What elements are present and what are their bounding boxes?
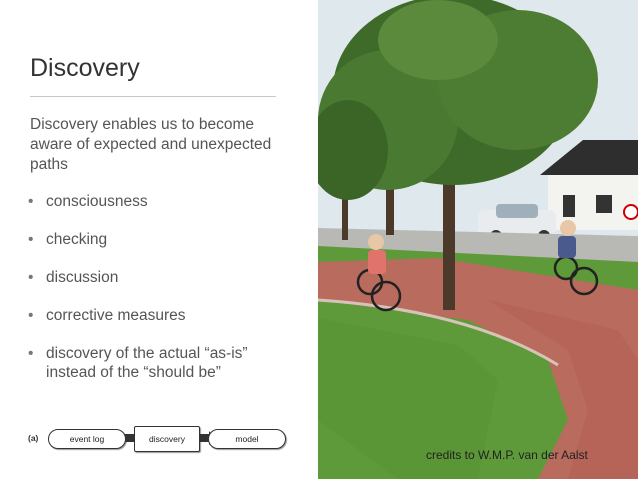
intro-text: Discovery enables us to become aware of expected and unexpected paths xyxy=(30,116,272,173)
bullet-item xyxy=(28,344,298,382)
bullet-text: discussion xyxy=(46,269,119,286)
bullet-icon: • xyxy=(28,345,34,362)
bullet-item xyxy=(28,192,298,211)
cyclists-photo-illustration xyxy=(318,0,638,479)
bullet-item xyxy=(28,268,298,287)
bullet-icon: • xyxy=(28,307,34,324)
discovery-node: discovery xyxy=(134,426,200,452)
bullet-icon: • xyxy=(28,269,34,286)
slide-text-panel xyxy=(0,0,318,479)
bullet-text: checking xyxy=(46,231,108,248)
bullet-icon: • xyxy=(28,231,34,248)
bullet-icon: • xyxy=(28,193,34,210)
diagram-tag: (a) xyxy=(28,433,39,443)
slide-title: Discovery xyxy=(30,54,140,82)
title-divider xyxy=(30,96,276,97)
bullet-list xyxy=(28,192,298,401)
bullet-text: discovery of the actual “as-is” instead of the “should be” xyxy=(46,345,248,381)
bullet-item xyxy=(28,306,298,325)
discovery-flow-diagram xyxy=(28,426,298,454)
cyclists-photo xyxy=(318,0,638,479)
bullet-text: corrective measures xyxy=(46,307,186,324)
model-node: model xyxy=(208,429,286,449)
photo-credit: credits to W.M.P. van der Aalst xyxy=(426,448,588,462)
bullet-text: consciousness xyxy=(46,193,148,210)
bullet-item xyxy=(28,230,298,249)
event-log-node: event log xyxy=(48,429,126,449)
